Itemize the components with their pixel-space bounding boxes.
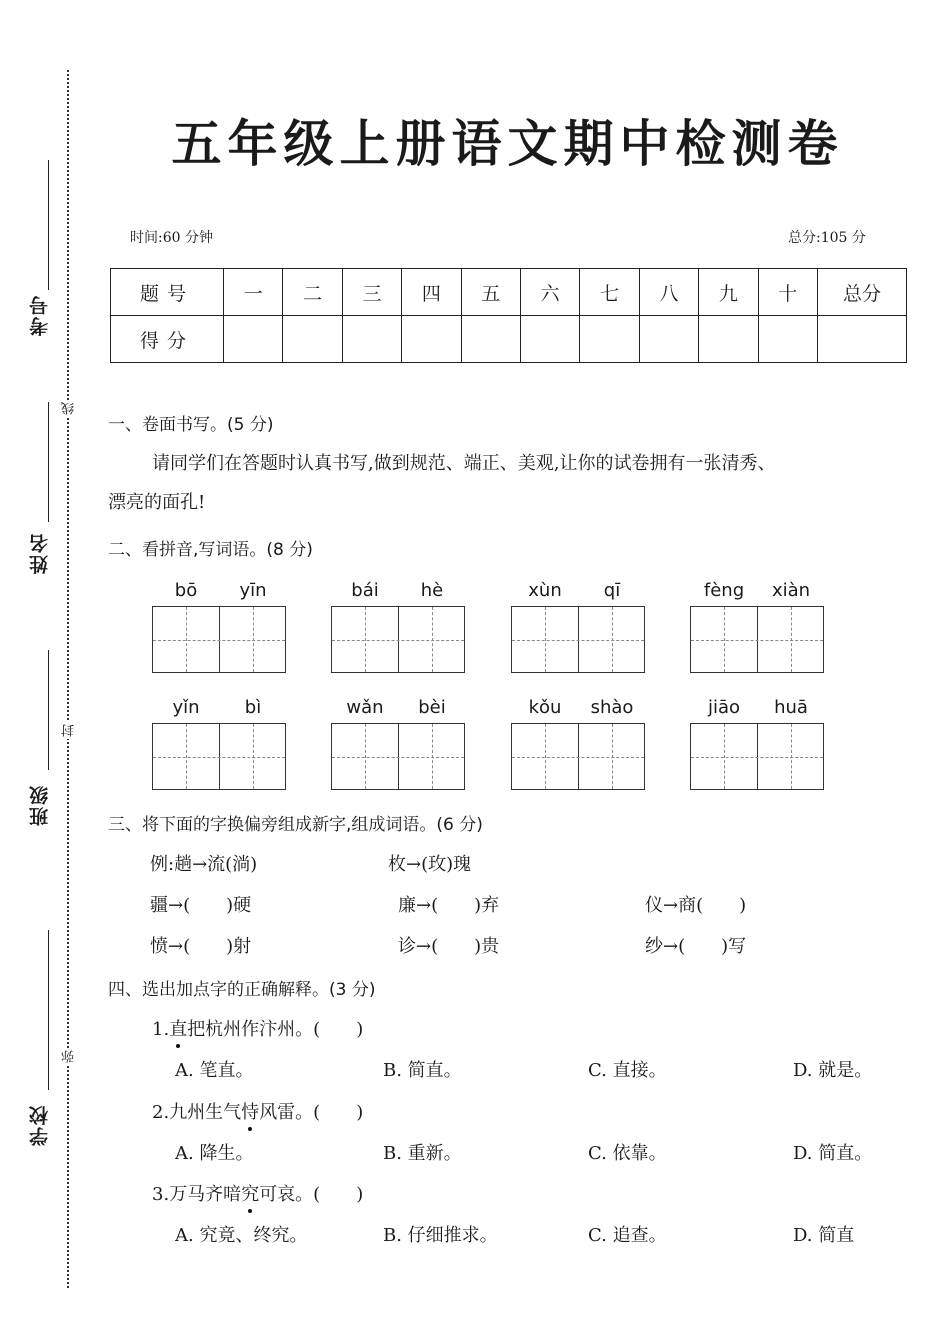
column-header: 十 bbox=[758, 269, 817, 316]
question-text: 可哀。( ) bbox=[259, 1184, 364, 1205]
question-number: 2. bbox=[152, 1102, 170, 1123]
radical-item: 愤→( )射 bbox=[150, 936, 252, 957]
pinyin: fèng bbox=[703, 580, 745, 601]
pinyin: shào bbox=[590, 697, 634, 718]
question-text: 把杭州作汴州。( ) bbox=[187, 1019, 364, 1040]
exam-number-rule bbox=[48, 160, 49, 290]
question-1 bbox=[152, 1015, 363, 1041]
question-number-header: 题号 bbox=[111, 269, 224, 316]
column-header: 四 bbox=[402, 269, 461, 316]
section-1-text-line2: 漂亮的面孔! bbox=[108, 492, 206, 513]
cut-word-close: 弥 bbox=[62, 1050, 77, 1063]
writing-grid[interactable] bbox=[690, 606, 824, 673]
option: A. 笔直。 bbox=[175, 1060, 254, 1081]
writing-grid[interactable] bbox=[511, 723, 645, 790]
question-2 bbox=[152, 1098, 363, 1124]
pinyin: yǐn bbox=[172, 697, 200, 718]
pinyin: bì bbox=[244, 697, 262, 718]
writing-grid[interactable] bbox=[690, 723, 824, 790]
section-1-text-line1: 请同学们在答题时认真书写,做到规范、端正、美观,让你的试卷拥有一张清秀、 bbox=[152, 453, 776, 474]
writing-grid[interactable] bbox=[152, 723, 286, 790]
score-cell-total[interactable] bbox=[818, 316, 907, 363]
column-header: 三 bbox=[342, 269, 401, 316]
question-number: 1. bbox=[152, 1019, 170, 1040]
writing-grid[interactable] bbox=[152, 606, 286, 673]
writing-grid[interactable] bbox=[511, 606, 645, 673]
question-text: 风雷。( ) bbox=[259, 1102, 364, 1123]
radical-item: 仪→商( ) bbox=[645, 895, 747, 916]
radical-item: 疆→( )硬 bbox=[150, 895, 252, 916]
section-4-heading: 四、选出加点字的正确解释。(3 分) bbox=[108, 980, 376, 1000]
option: B. 重新。 bbox=[383, 1143, 462, 1164]
name-rule bbox=[48, 402, 49, 522]
score-cell[interactable] bbox=[520, 316, 579, 363]
section-3-heading: 三、将下面的字换偏旁组成新字,组成词语。(6 分) bbox=[108, 815, 483, 835]
column-header: 五 bbox=[461, 269, 520, 316]
score-header: 得分 bbox=[111, 316, 224, 363]
school-rule bbox=[48, 930, 49, 1090]
pinyin: xùn bbox=[528, 580, 562, 601]
column-header: 六 bbox=[520, 269, 579, 316]
option: B. 仔细推求。 bbox=[383, 1225, 498, 1246]
score-cell[interactable] bbox=[342, 316, 401, 363]
dotted-char: 恃 bbox=[241, 1102, 260, 1123]
column-header: 一 bbox=[224, 269, 283, 316]
option: B. 简直。 bbox=[383, 1060, 462, 1081]
score-cell[interactable] bbox=[639, 316, 698, 363]
score-cell[interactable] bbox=[758, 316, 817, 363]
pinyin: bái bbox=[351, 580, 379, 601]
pinyin: xiàn bbox=[771, 580, 811, 601]
score-table-header-row bbox=[111, 269, 907, 316]
score-cell[interactable] bbox=[283, 316, 342, 363]
option: C. 依靠。 bbox=[588, 1143, 667, 1164]
dotted-char: 直 bbox=[169, 1019, 188, 1040]
total-score: 总分:105 分 bbox=[788, 230, 866, 246]
writing-grid[interactable] bbox=[331, 723, 465, 790]
option: D. 就是。 bbox=[793, 1060, 873, 1081]
pinyin: yīn bbox=[239, 580, 267, 601]
radical-item: 诊→( )贵 bbox=[398, 936, 500, 957]
score-cell[interactable] bbox=[224, 316, 283, 363]
pinyin: bō bbox=[174, 580, 198, 601]
pinyin: hè bbox=[420, 580, 444, 601]
example-1: 例:趟→流(淌) bbox=[150, 854, 258, 875]
question-number: 3. bbox=[152, 1184, 170, 1205]
radical-item: 纱→( )写 bbox=[645, 936, 747, 957]
pinyin: qī bbox=[603, 580, 621, 601]
option: A. 究竟、终究。 bbox=[175, 1225, 308, 1246]
question-3 bbox=[152, 1180, 363, 1206]
score-cell[interactable] bbox=[580, 316, 639, 363]
option: D. 简直。 bbox=[793, 1143, 873, 1164]
example-2: 枚→(玫)瑰 bbox=[388, 854, 472, 875]
pinyin: jiāo bbox=[707, 697, 741, 718]
class-rule bbox=[48, 650, 49, 770]
score-table-score-row bbox=[111, 316, 907, 363]
pinyin: bèi bbox=[418, 697, 446, 718]
exam-number-label: 考号 bbox=[29, 294, 51, 336]
question-text: 九州生气 bbox=[169, 1102, 242, 1123]
section-2-heading: 二、看拼音,写词语。(8 分) bbox=[108, 540, 313, 560]
writing-grid[interactable] bbox=[331, 606, 465, 673]
score-cell[interactable] bbox=[461, 316, 520, 363]
question-text: 万马齐喑 bbox=[169, 1184, 242, 1205]
score-table bbox=[110, 268, 907, 363]
class-label: 班级 bbox=[29, 784, 51, 826]
score-cell[interactable] bbox=[699, 316, 758, 363]
column-header: 二 bbox=[283, 269, 342, 316]
score-cell[interactable] bbox=[402, 316, 461, 363]
pinyin: wǎn bbox=[346, 697, 384, 718]
name-label: 姓名 bbox=[29, 532, 51, 574]
cut-word-seal: 封 bbox=[62, 724, 77, 737]
pinyin: kǒu bbox=[528, 697, 562, 718]
column-header-total: 总分 bbox=[818, 269, 907, 316]
option: A. 降生。 bbox=[175, 1143, 254, 1164]
column-header: 八 bbox=[639, 269, 698, 316]
school-label: 学校 bbox=[29, 1104, 51, 1146]
pinyin: huā bbox=[774, 697, 808, 718]
option: C. 直接。 bbox=[588, 1060, 667, 1081]
column-header: 九 bbox=[699, 269, 758, 316]
dotted-char: 究 bbox=[241, 1184, 260, 1205]
time-limit: 时间:60 分钟 bbox=[130, 230, 213, 246]
cut-word-line: 线 bbox=[62, 402, 77, 415]
page-title: 五年级上册语文期中检测卷 bbox=[171, 115, 844, 173]
column-header: 七 bbox=[580, 269, 639, 316]
section-1-heading: 一、卷面书写。(5 分) bbox=[108, 415, 274, 435]
option: D. 简直 bbox=[793, 1225, 855, 1246]
radical-item: 廉→( )弃 bbox=[398, 895, 500, 916]
binding-dotted-line bbox=[67, 70, 69, 1288]
option: C. 追查。 bbox=[588, 1225, 667, 1246]
